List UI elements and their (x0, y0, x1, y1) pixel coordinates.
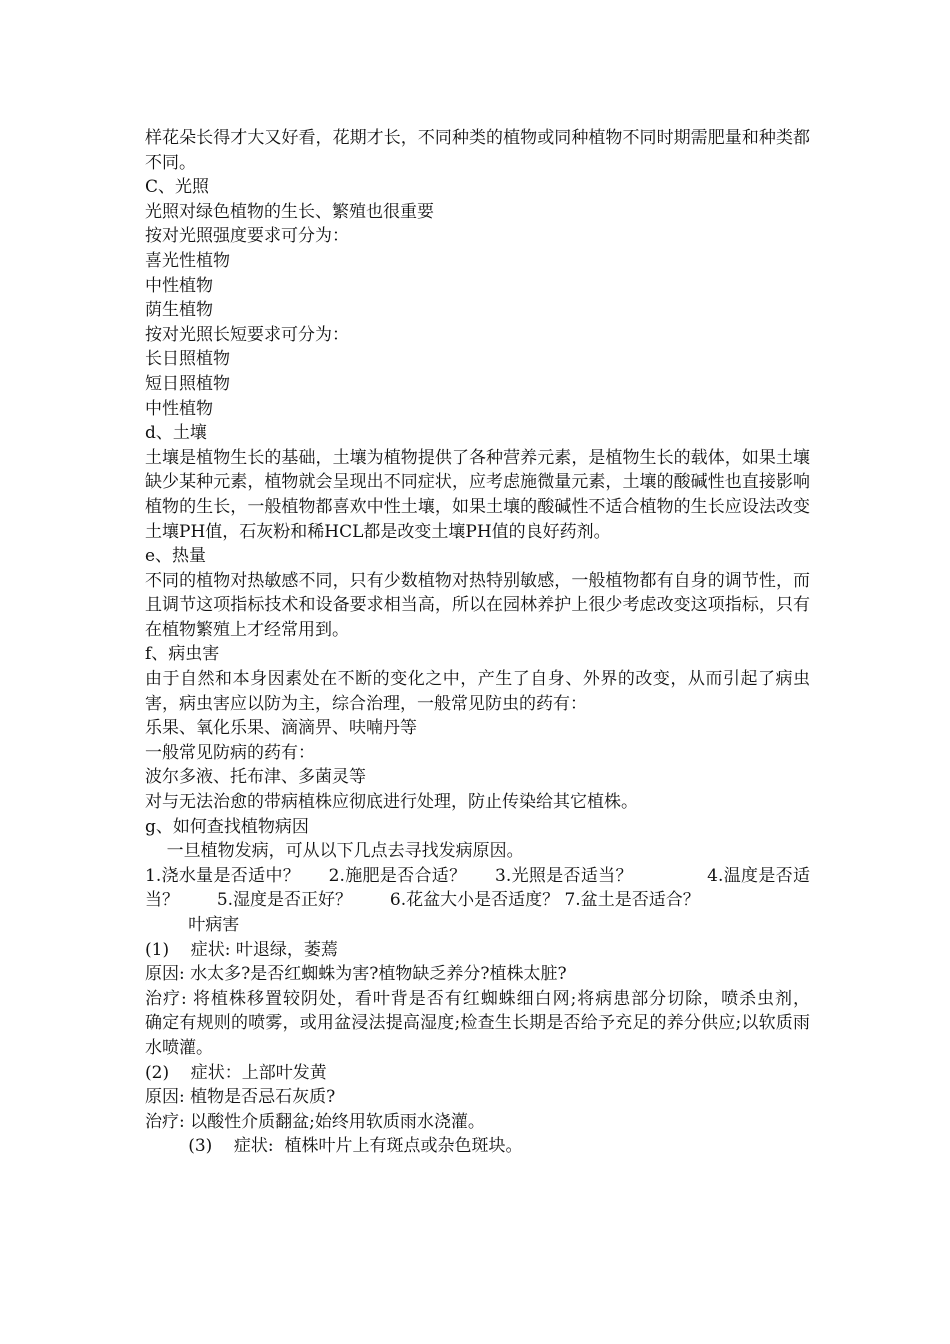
disposal-note: 对与无法治愈的带病植株应彻底进行处理，防止传染给其它植株。 (145, 792, 638, 813)
light-intro: 光照对绿色植物的生长、繁殖也很重要 (145, 201, 434, 222)
list-item: 中性植物 (145, 398, 213, 419)
symptom-2: (2) 症状：上部叶发黄 (145, 1062, 327, 1083)
heading-soil: d、土壤 (145, 423, 207, 444)
heading-heat: e、热量 (145, 546, 207, 567)
diagnosis-intro: 一旦植物发病，可从以下几点去寻找发病原因。 (145, 841, 524, 862)
fungicide-label: 一般常见防病的药有： (145, 742, 315, 763)
symptom-1: (1) 症状: 叶退绿，萎蔫 (145, 939, 338, 960)
heading-light: C、光照 (145, 177, 210, 198)
light-duration-label: 按对光照长短要求可分为： (145, 324, 349, 345)
paragraph-heat: 不同的植物对热敏感不同，只有少数植物对热特别敏感，一般植物都有自身的调节性，而且调节这项指标技术和设备要求相当高，所以在园林养护上很少考虑改变这项指标，只有在植物繁殖上才经常用到。 (145, 570, 810, 640)
list-item: 荫生植物 (145, 300, 213, 321)
list-item: 短日照植物 (145, 373, 230, 394)
light-intensity-label: 按对光照强度要求可分为： (145, 226, 349, 247)
heading-pests: f、病虫害 (145, 644, 220, 665)
cause-1: 原因: 水太多?是否红蜘蛛为害?植物缺乏养分?植株太脏? (145, 964, 567, 985)
diagnosis-checklist: 1.浇水量是否适中？ 2.施肥是否合适？ 3.光照是否适当？ 4.温度是否适当？ 5.湿度是否正好？ 6.花盆大小是否适度？ 7.盆土是否适合？ (145, 865, 810, 911)
list-item: 长日照植物 (145, 349, 230, 370)
cause-2: 原因: 植物是否忌石灰质? (145, 1087, 336, 1108)
heading-diagnosis: g、如何查找植物病因 (145, 816, 309, 837)
list-item: 喜光性植物 (145, 250, 230, 271)
insecticide-list: 乐果、氧化乐果、滴滴畀、呋喃丹等 (145, 718, 417, 739)
paragraph-fertilizer-end: 样花朵长得才大又好看，花期才长，不同种类的植物或同种植物不同时期需肥量和种类都不同。 (145, 128, 810, 173)
treatment-2: 治疗: 以酸性介质翻盆;始终用软质雨水浇灌。 (145, 1111, 485, 1132)
paragraph-soil: 土壤是植物生长的基础，土壤为植物提供了各种营养元素，是植物生长的载体，如果土壤缺少某种元素，植物就会呈现出不同症状，应考虑施微量元素，土壤的酸碱性也直接影响植物的生长，一般植物都喜欢中性土壤，如果土壤的酸碱性不适合植物的生长应设法改变土壤PH值，石灰粉和稀HCL都是改变土壤PH值的良好药剂。 (145, 447, 810, 542)
document-body (145, 126, 838, 1159)
symptom-3: (3) 症状: 植株叶片上有斑点或杂色斑块。 (145, 1136, 523, 1157)
treatment-1: 治疗: 将植株移置较阴处，看叶背是否有红蜘蛛细白网;将病患部分切除，喷杀虫剂， 确定有规则的喷雾，或用盆浸法提高湿度;检查生长期是否给予充足的养分供应;以软质雨水喷灌。 (145, 988, 838, 1058)
paragraph-pests: 由于自然和本身因素处在不断的变化之中，产生了自身、外界的改变，从而引起了病虫害，病虫害应以防为主，综合治理，一般常见防虫的药有： (145, 669, 810, 714)
heading-leaf-disease: 叶病害 (145, 915, 240, 935)
fungicide-list: 波尔多液、托布津、多菌灵等 (145, 767, 366, 788)
list-item: 中性植物 (145, 275, 213, 296)
